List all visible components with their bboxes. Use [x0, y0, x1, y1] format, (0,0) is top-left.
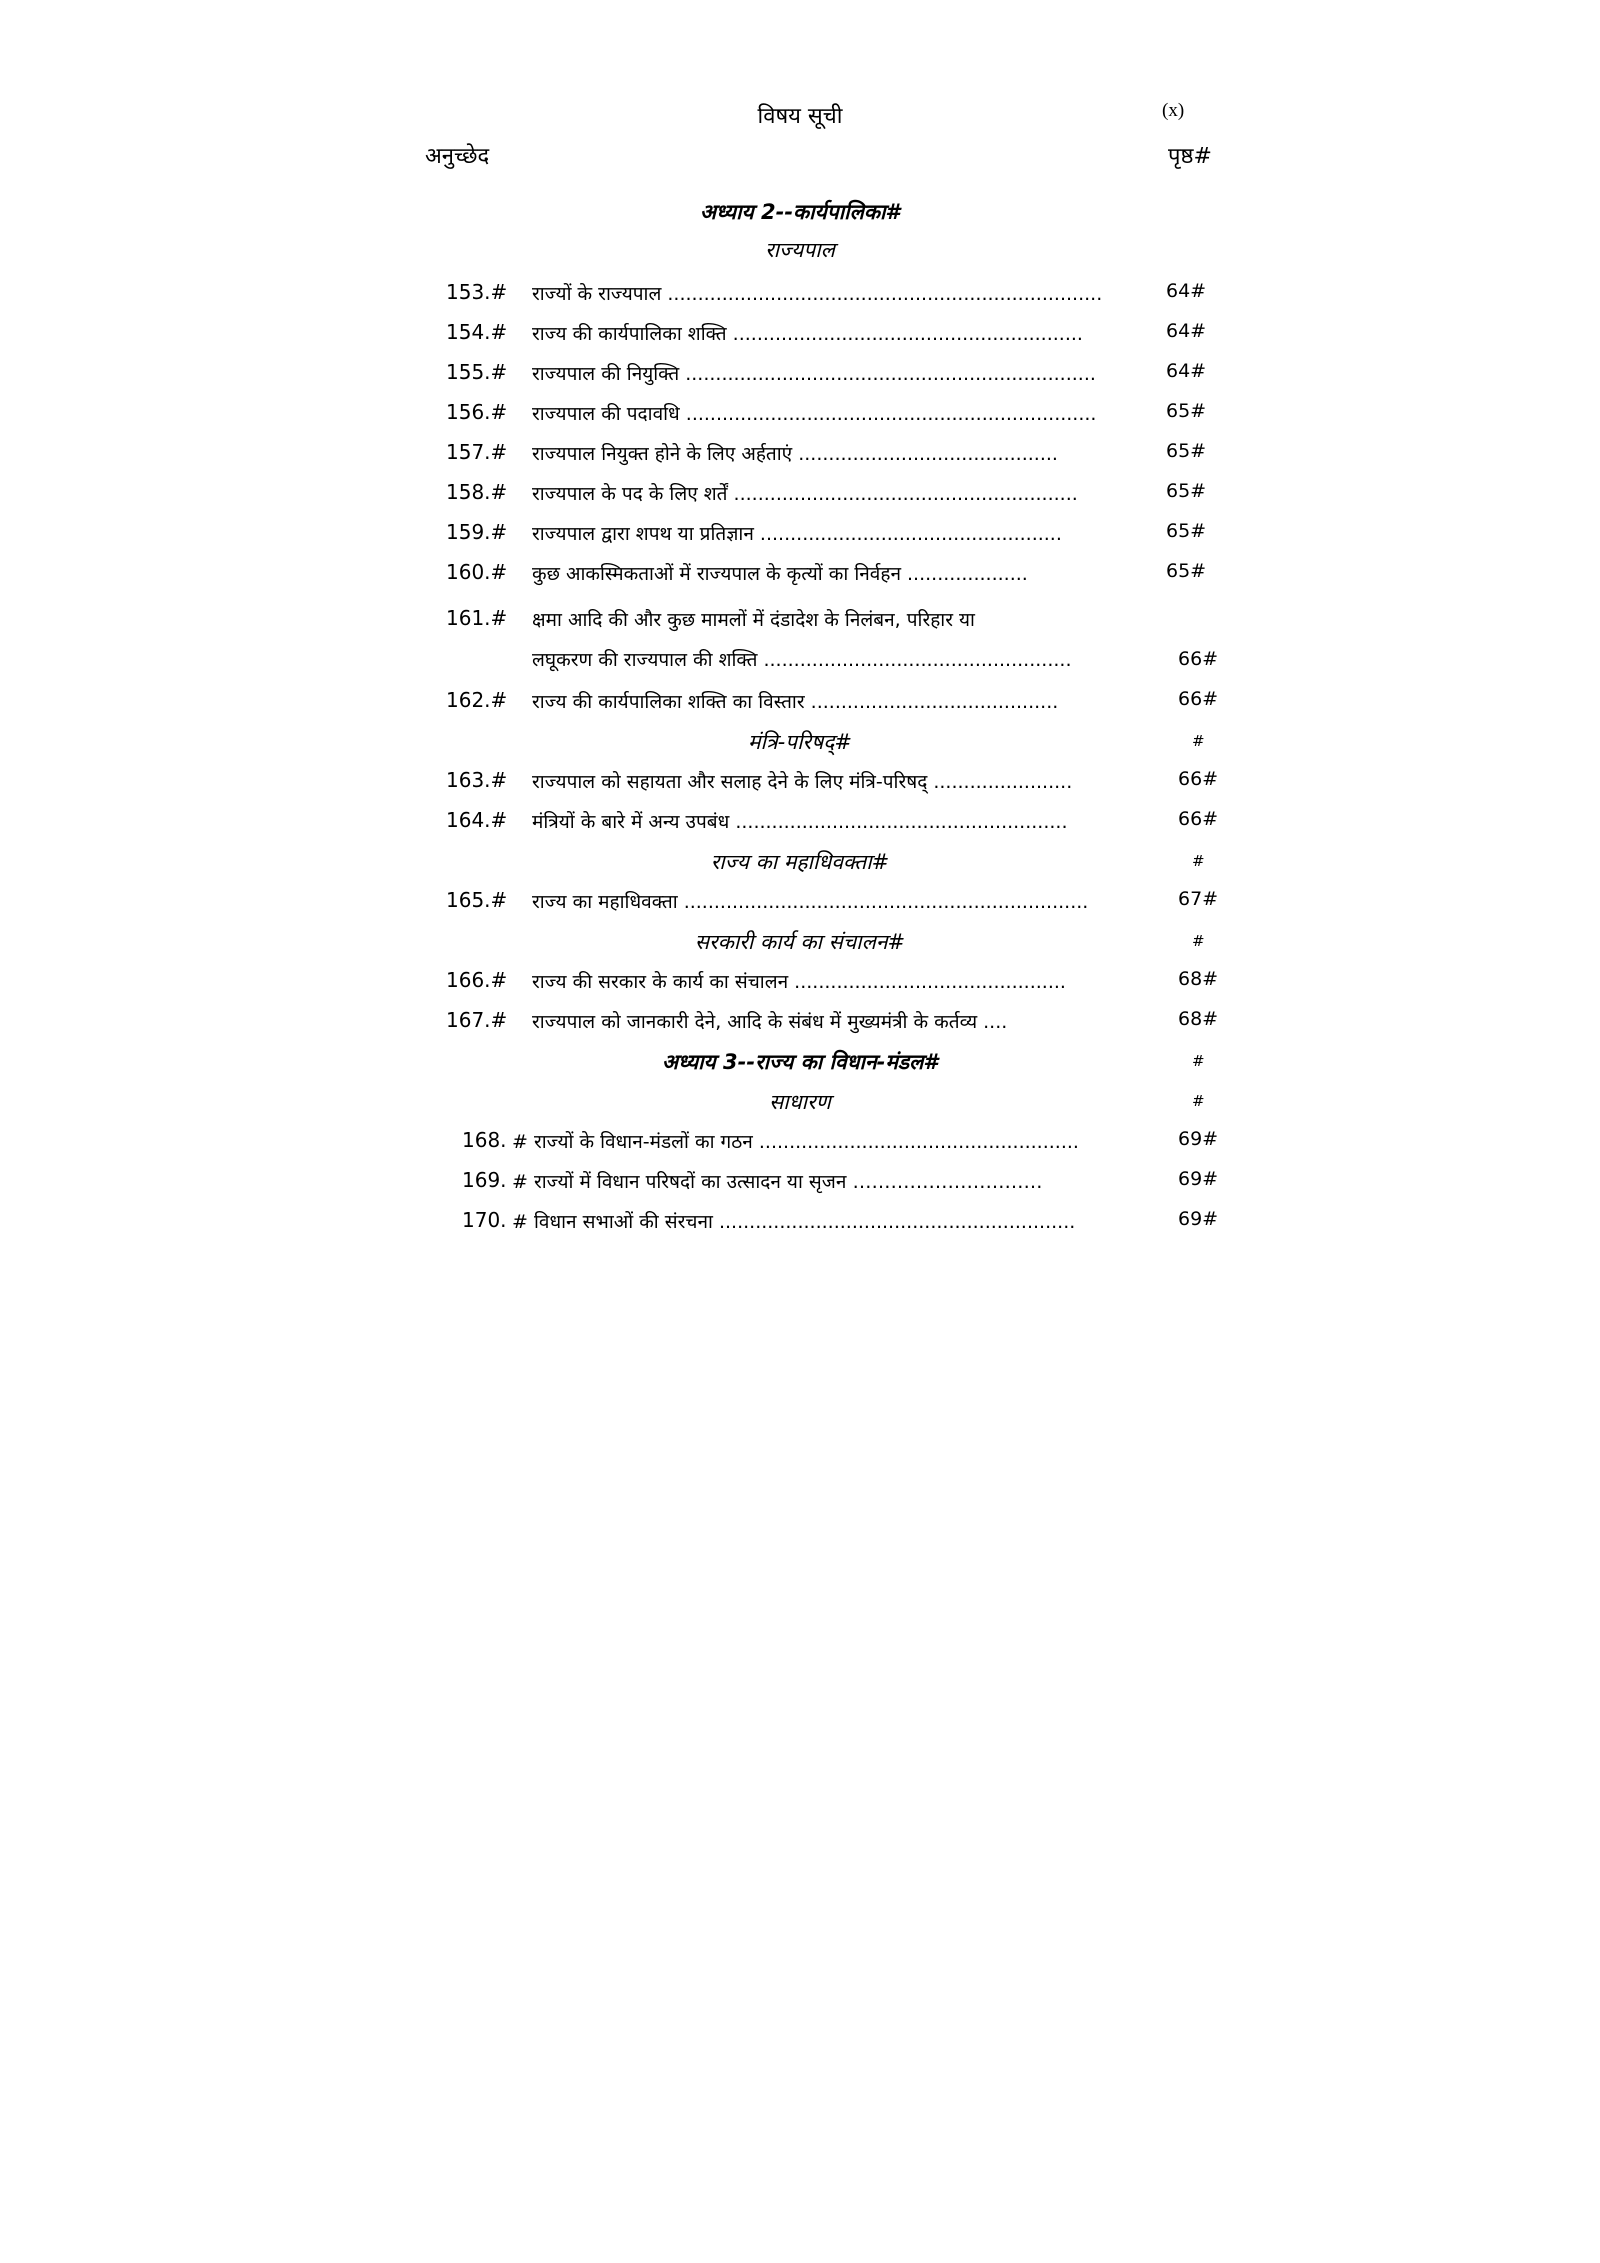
section-general-heading: साधारण	[769, 1090, 831, 1114]
article-number: 156.#	[446, 400, 508, 424]
article-title: # राज्यों में विधान परिषदों का उत्सादन या सृजन …………………………	[512, 1171, 1043, 1193]
article-number: 164.#	[446, 808, 508, 832]
article-title: राज्यपाल के पद के लिए शर्तें .........................................................	[532, 483, 1078, 505]
page-number: 69#	[1178, 1128, 1219, 1150]
article-number: 159.#	[446, 520, 508, 544]
article-number: 166.#	[446, 968, 508, 992]
column-header-article: अनुच्छेद	[425, 144, 490, 169]
chapter-3-heading: अध्याय 3--राज्य का विधान-मंडल#	[662, 1050, 938, 1074]
section-advocate-heading: राज्य का महाधिवक्ता#	[710, 850, 890, 874]
article-number: 163.#	[446, 768, 508, 792]
article-title: मंत्रियों के बारे में अन्य उपबंध .......................................................	[532, 811, 1068, 833]
article-title: राज्य की कार्यपालिका शक्ति का विस्तार .........................................	[532, 691, 1059, 713]
page-number: 66#	[1178, 808, 1219, 830]
page-number: 64#	[1166, 280, 1207, 302]
article-number: 160.#	[446, 560, 508, 584]
page-number: 69#	[1178, 1168, 1219, 1190]
hash-mark: #	[1192, 1052, 1205, 1070]
column-header-page: पृष्ठ#	[1168, 144, 1212, 169]
article-title: राज्यपाल नियुक्त होने के लिए अर्हताएं ...........................................	[532, 443, 1058, 465]
page-number: 67#	[1178, 888, 1219, 910]
page-number: 65#	[1166, 400, 1207, 422]
section-governor-heading: राज्यपाल	[765, 238, 835, 262]
article-title: राज्य की सरकार के कार्य का संचालन .............................................	[532, 971, 1066, 993]
article-number: 162.#	[446, 688, 508, 712]
page-number: 69#	[1178, 1208, 1219, 1230]
article-title: कुछ आकस्मिकताओं में राज्यपाल के कृत्यों का निर्वहन ....................	[532, 563, 1028, 585]
page-number: 65#	[1166, 480, 1207, 502]
chapter-2-heading: अध्याय 2--कार्यपालिका#	[699, 200, 901, 224]
article-title: # राज्यों के विधान-मंडलों का गठन .....................................................	[512, 1131, 1079, 1153]
article-title: # विधान सभाओं की संरचना ...........................................................	[512, 1211, 1076, 1233]
hash-mark: #	[1192, 932, 1205, 950]
page-number: 68#	[1178, 968, 1219, 990]
article-number: 158.#	[446, 480, 508, 504]
article-number: 155.#	[446, 360, 508, 384]
hash-mark: #	[1192, 732, 1205, 750]
article-title: राज्य की कार्यपालिका शक्ति ..........................................................	[532, 323, 1083, 345]
section-business-heading: सरकारी कार्य का संचालन#	[694, 930, 906, 954]
article-title-line-1: क्षमा आदि की और कुछ मामलों में दंडादेश के निलंबन, परिहार या	[532, 609, 975, 631]
page-number: 65#	[1166, 440, 1207, 462]
article-title: राज्यपाल को सहायता और सलाह देने के लिए मंत्रि-परिषद् .......................	[532, 771, 1073, 793]
article-title: राज्यपाल द्वारा शपथ या प्रतिज्ञान ..................................................	[532, 523, 1062, 545]
article-number: 161.#	[446, 606, 508, 630]
article-number: 154.#	[446, 320, 508, 344]
page-number: 66#	[1178, 648, 1219, 670]
article-number: 165.#	[446, 888, 508, 912]
article-number: 169.	[462, 1168, 507, 1192]
page-number: 68#	[1178, 1008, 1219, 1030]
page-number: 64#	[1166, 360, 1207, 382]
page-number: 66#	[1178, 768, 1219, 790]
article-title: राज्यपाल की पदावधि ....................................................................	[532, 403, 1097, 425]
page-number-roman: (x)	[1162, 100, 1185, 121]
article-number: 157.#	[446, 440, 508, 464]
article-title: राज्यपाल को जानकारी देने, आदि के संबंध में मुख्यमंत्री के कर्तव्य ....	[532, 1011, 1008, 1033]
article-number: 167.#	[446, 1008, 508, 1032]
article-number: 168.	[462, 1128, 507, 1152]
page-number: 65#	[1166, 520, 1207, 542]
page-title: विषय सूची	[757, 104, 843, 129]
article-title-line-2: लघूकरण की राज्यपाल की शक्ति ...................................................	[532, 649, 1072, 671]
page-number: 66#	[1178, 688, 1219, 710]
page-number: 65#	[1166, 560, 1207, 582]
article-number: 153.#	[446, 280, 508, 304]
hash-mark: #	[1192, 1092, 1205, 1110]
article-number: 170.	[462, 1208, 507, 1232]
page-number: 64#	[1166, 320, 1207, 342]
section-council-heading: मंत्रि-परिषद्#	[747, 730, 852, 754]
article-title: राज्यों के राज्यपाल ........................................................................	[532, 283, 1103, 305]
hash-mark: #	[1192, 852, 1205, 870]
article-title: राज्य का महाधिवक्ता ...................................................................	[532, 891, 1089, 913]
article-title: राज्यपाल की नियुक्ति ....................................................................	[532, 363, 1096, 385]
